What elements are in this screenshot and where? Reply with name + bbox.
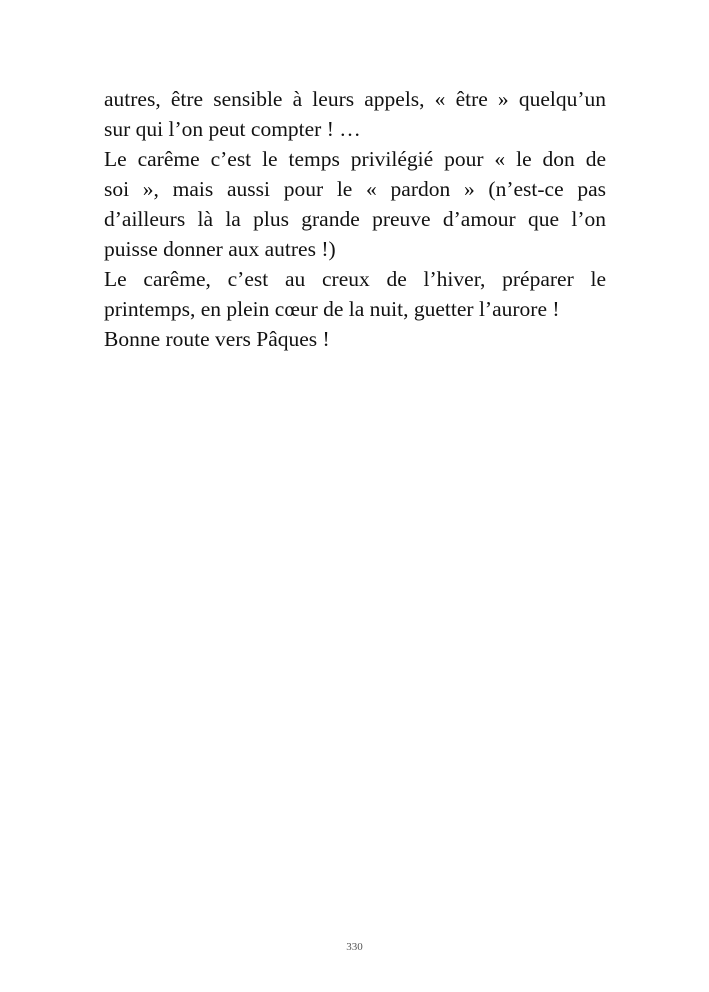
text-line: Bonne route vers Pâques ! [104,327,330,351]
text-line: Le carême, c’est au creux de l’hiver, préparer le [104,267,606,291]
text-line: sur qui l’on peut compter ! … [104,117,361,141]
body-text [104,84,606,354]
text-line: printemps, en plein cœur de la nuit, guetter l’aurore ! [104,297,560,321]
text-line: Le carême c’est le temps privilégié pour « le don de [104,147,606,171]
text-line: autres, être sensible à leurs appels, « être » quelqu’un [104,87,606,111]
text-line: d’ailleurs là la plus grande preuve d’amour que l’on [104,207,606,231]
text-line: soi », mais aussi pour le « pardon » (n’est-ce pas [104,177,606,201]
page-number: 330 [346,941,363,953]
text-line: puisse donner aux autres !) [104,237,336,261]
